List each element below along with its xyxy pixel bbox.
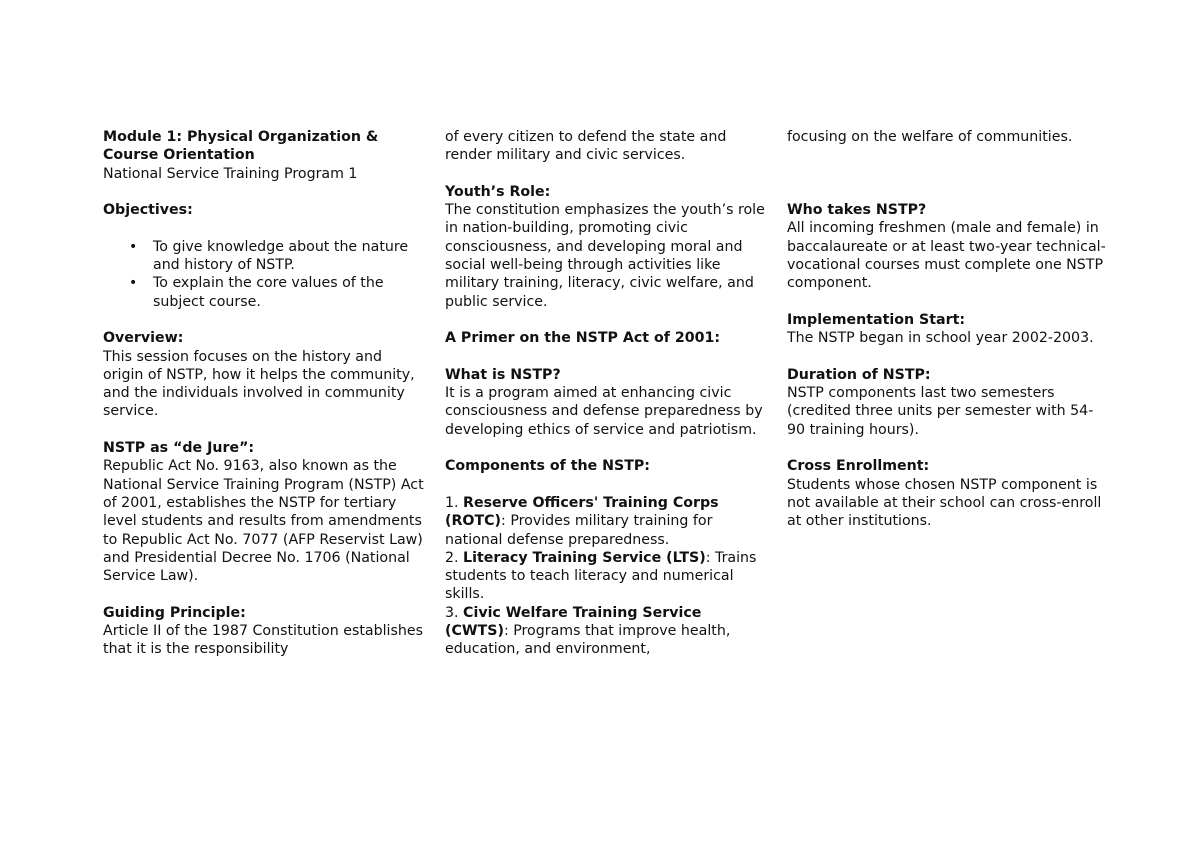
program-subtitle: National Service Training Program 1 xyxy=(103,165,358,182)
dejure-heading: NSTP as “de Jure”: xyxy=(103,440,255,457)
column-one xyxy=(103,128,425,659)
guiding-principle-text: Article II of the 1987 Constitution establishes that it is the responsibility xyxy=(103,623,423,658)
youth-role-text: The constitution emphasizes the youth’s role in nation-building, promoting civic consciousness, and developing moral and social well-being through activities like military training, literacy, civic welfare, and public service. xyxy=(445,202,765,310)
component-name: Civic Welfare Training Service (CWTS) xyxy=(445,604,702,640)
youth-role-heading: Youth’s Role: xyxy=(445,183,551,200)
who-takes-heading: Who takes NSTP? xyxy=(787,202,927,219)
guiding-principle-heading: Guiding Principle: xyxy=(103,604,246,621)
primer-heading: A Primer on the NSTP Act of 2001: xyxy=(445,330,720,347)
objectives-list xyxy=(103,238,425,311)
objective-item: • To explain the core values of the subject course. xyxy=(153,274,425,311)
objective-item: • To give knowledge about the nature and history of NSTP. xyxy=(153,238,425,275)
what-is-nstp-text: It is a program aimed at enhancing civic consciousness and defense preparedness by developing ethics of service and patriotism. xyxy=(445,385,763,438)
overview-text: This session focuses on the history and origin of NSTP, how it helps the community, and the individuals involved in community service. xyxy=(103,348,415,420)
cross-enrollment-heading: Cross Enrollment: xyxy=(787,458,930,475)
column-two xyxy=(445,128,767,659)
components-heading: Components of the NSTP: xyxy=(445,458,650,475)
duration-text: NSTP components last two semesters (credited three units per semester with 54-90 training hours). xyxy=(787,385,1094,438)
cwts-continued: focusing on the welfare of communities. xyxy=(787,129,1073,145)
who-takes-text: All incoming freshmen (male and female) in baccalaureate or at least two-year technical-vocational courses must complete one NSTP component. xyxy=(787,220,1106,292)
duration-heading: Duration of NSTP: xyxy=(787,366,931,383)
overview-heading: Overview: xyxy=(103,330,184,347)
column-three xyxy=(787,128,1107,531)
component-rotc: 1. Reserve Officers' Training Corps (ROTC): Provides military training for national defense preparedness. xyxy=(445,494,719,548)
component-name: Reserve Officers' Training Corps (ROTC) xyxy=(445,494,719,530)
component-name: Literacy Training Service (LTS) xyxy=(463,549,706,566)
module-title: Module 1: Physical Organization & Course Orientation xyxy=(103,129,379,164)
dejure-text: Republic Act No. 9163, also known as the National Service Training Program (NSTP) Act of 2001, establishes the NSTP for tertiary level students and results from amendments to Republic Act No. 7077 (AFP Reservist Law) and Presidential Decree No. 1706 (National Service Law). xyxy=(103,458,424,585)
cross-enrollment-text: Students whose chosen NSTP component is not available at their school can cross-enroll at other institutions. xyxy=(787,476,1102,530)
component-lts: 2. Literacy Training Service (LTS): Trains students to teach literacy and numerical skills. xyxy=(445,549,757,603)
implementation-text: The NSTP began in school year 2002-2003. xyxy=(787,330,1094,347)
implementation-heading: Implementation Start: xyxy=(787,311,966,328)
guiding-principle-continued: of every citizen to defend the state and render military and civic services. xyxy=(445,129,727,164)
component-cwts: 3. Civic Welfare Training Service (CWTS): Programs that improve health, education, and environment, xyxy=(445,604,731,658)
objectives-heading: Objectives: xyxy=(103,202,193,219)
what-is-nstp-heading: What is NSTP? xyxy=(445,366,561,383)
